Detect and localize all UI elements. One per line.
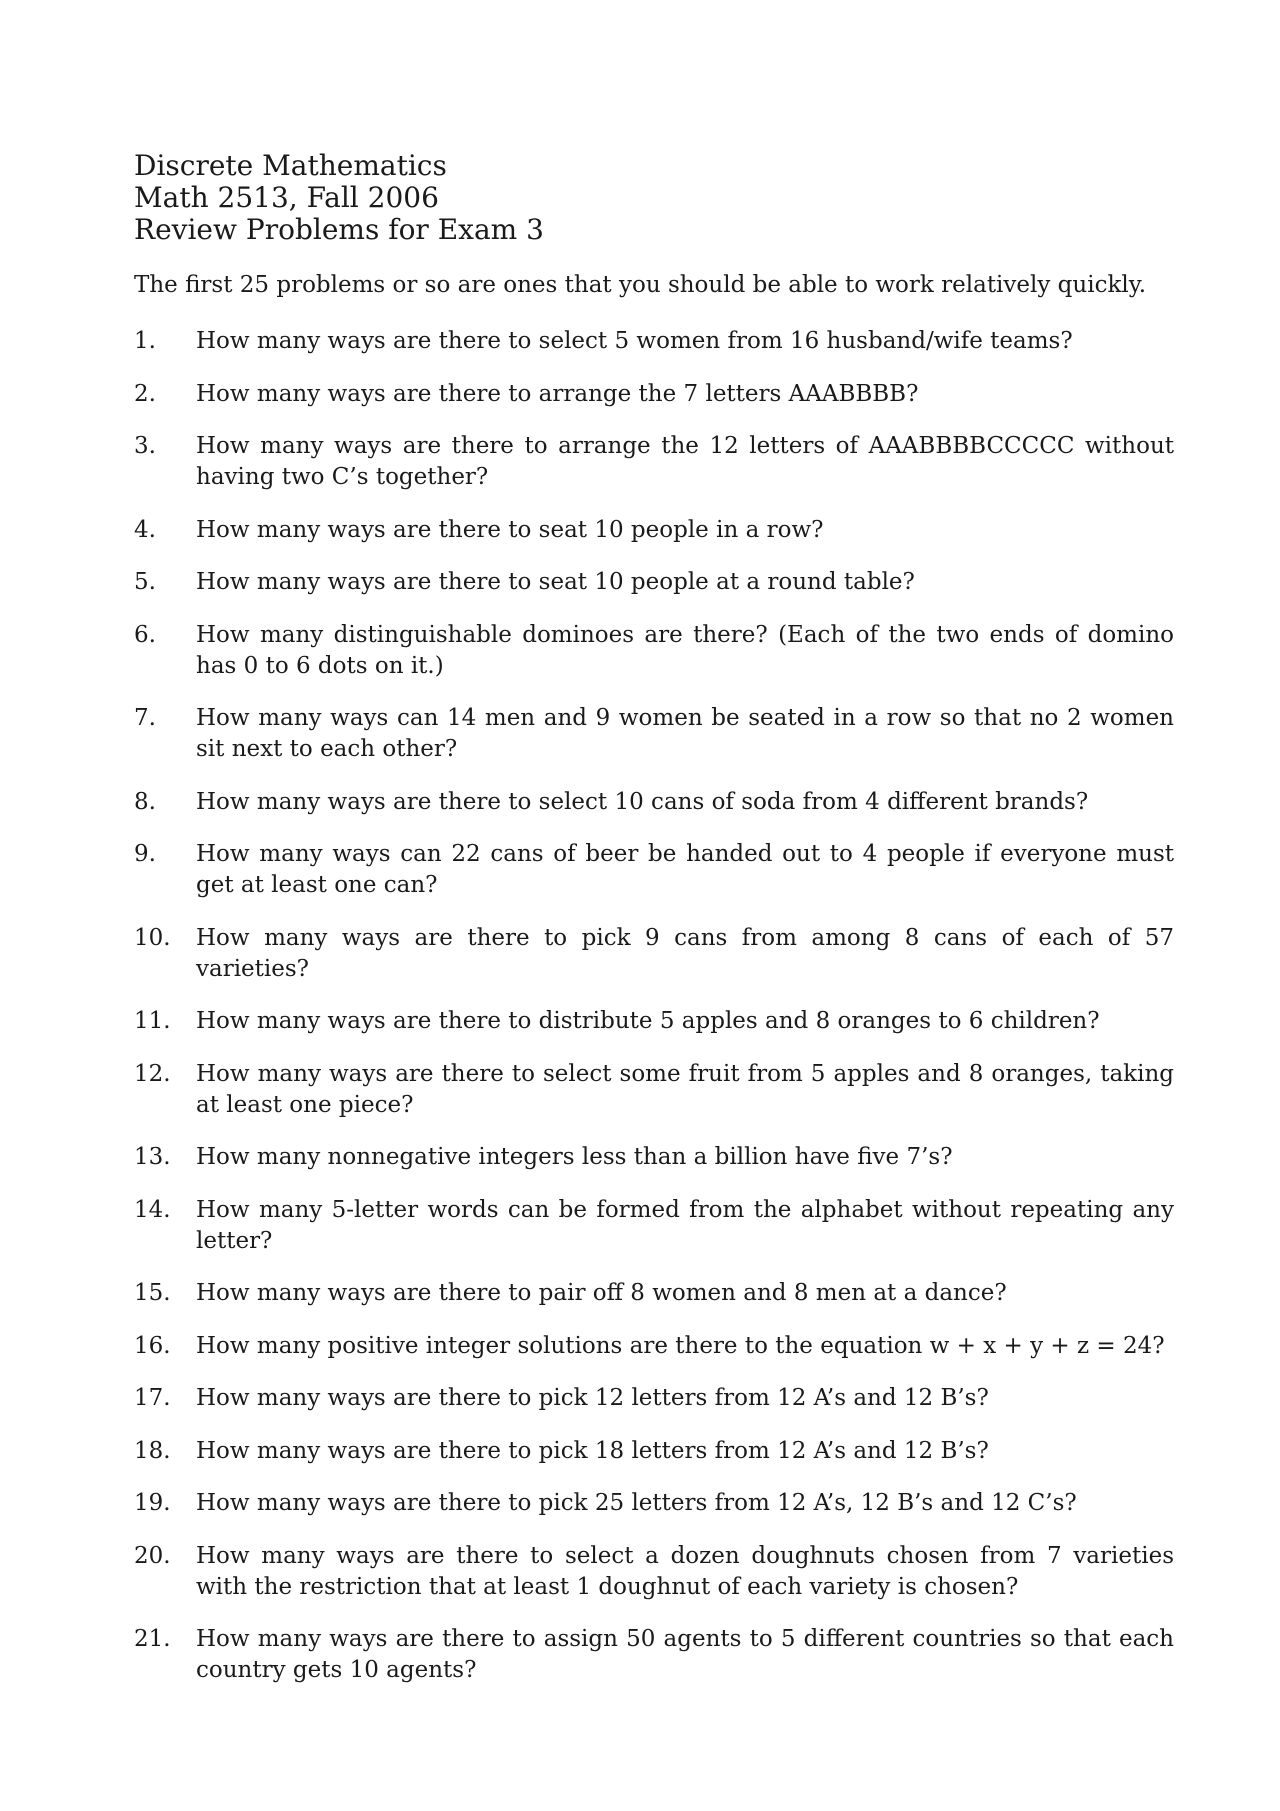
problem-number: 13. (134, 1144, 171, 1170)
problem-text: How many ways are there to pick 9 cans from among 8 cans of each of 57 varieties? (196, 924, 1174, 982)
problem-item (134, 1142, 1174, 1173)
problem-text: How many ways are there to pick 12 letters from 12 A’s and 12 B’s? (196, 1385, 989, 1411)
problem-text: How many ways can 22 cans of beer be handed out to 4 people if everyone must get at least one can? (196, 841, 1174, 898)
problem-number: 10. (134, 924, 171, 951)
problem-number: 17. (134, 1385, 171, 1411)
problem-item (134, 1488, 1174, 1519)
problem-number: 6. (134, 621, 156, 648)
problem-number: 12. (134, 1060, 171, 1087)
problem-number: 1. (134, 328, 156, 354)
intro-paragraph: The first 25 problems or so are ones that you should be able to work relatively quickly. (134, 272, 1146, 298)
problem-text: How many ways are there to seat 10 people at a round table? (196, 569, 915, 595)
problem-item (134, 1006, 1174, 1037)
problem-number: 2. (134, 380, 156, 407)
problem-text: How many ways can 14 men and 9 women be seated in a row so that no 2 women sit next to each other? (196, 705, 1174, 762)
problem-item (134, 567, 1174, 598)
problem-item (134, 1278, 1174, 1309)
problem-text: How many distinguishable dominoes are there? (Each of the two ends of domino has 0 to 6 dots on it.) (196, 621, 1174, 679)
course-title: Discrete Mathematics (134, 149, 447, 182)
problem-item (134, 431, 1174, 493)
problem-number: 4. (134, 516, 156, 543)
problem-item (134, 787, 1174, 818)
problem-text: How many ways are there to pair off 8 women and 8 men at a dance? (196, 1280, 1007, 1306)
problem-text: How many nonnegative integers less than a billion have five 7’s? (196, 1144, 953, 1170)
problem-item (134, 620, 1174, 682)
problem-item (134, 1059, 1174, 1121)
document-header (134, 150, 544, 246)
problem-number: 16. (134, 1332, 171, 1359)
problem-item (134, 1331, 1174, 1362)
problem-number: 3. (134, 433, 156, 459)
problem-item (134, 703, 1174, 765)
problem-number: 5. (134, 569, 156, 595)
problem-item (134, 839, 1174, 901)
problem-text: How many ways are there to select some fruit from 5 apples and 8 oranges, taking at least one piece? (196, 1060, 1174, 1118)
problem-list (134, 326, 1174, 1708)
problem-text: How many ways are there to arrange the 7 letters AAABBBB? (196, 380, 919, 407)
problem-item (134, 1195, 1174, 1257)
problem-item (134, 1541, 1174, 1603)
problem-item (134, 1624, 1174, 1686)
problem-item (134, 1383, 1174, 1414)
course-term: Math 2513, Fall 2006 (134, 181, 439, 214)
problem-item (134, 379, 1174, 410)
problem-number: 11. (134, 1008, 171, 1034)
problem-item (134, 515, 1174, 546)
problem-item (134, 923, 1174, 985)
problem-item (134, 326, 1174, 357)
problem-number: 7. (134, 705, 156, 731)
problem-text: How many ways are there to seat 10 people in a row? (196, 516, 824, 543)
problem-text: How many ways are there to select 10 cans of soda from 4 different brands? (196, 788, 1089, 815)
problem-text: How many ways are there to select a dozen doughnuts chosen from 7 varieties with the restriction that at least 1 doughnut of each variety is chosen? (196, 1542, 1174, 1600)
problem-text: How many ways are there to assign 50 agents to 5 different countries so that each country gets 10 agents? (196, 1626, 1174, 1683)
problem-item (134, 1436, 1174, 1467)
problem-text: How many ways are there to pick 18 letters from 12 A’s and 12 B’s? (196, 1437, 989, 1464)
problem-text: How many ways are there to select 5 women from 16 husband/wife teams? (196, 328, 1073, 354)
problem-text: How many 5-letter words can be formed from the alphabet without repeating any letter? (196, 1196, 1174, 1254)
problem-number: 15. (134, 1280, 171, 1306)
problem-number: 9. (134, 841, 156, 867)
problem-number: 19. (134, 1490, 171, 1516)
problem-number: 8. (134, 788, 156, 815)
problem-number: 14. (134, 1196, 171, 1223)
problem-text: How many positive integer solutions are there to the equation w + x + y + z = 24? (196, 1332, 1165, 1359)
problem-number: 21. (134, 1626, 171, 1652)
problem-number: 20. (134, 1542, 171, 1569)
document-title: Review Problems for Exam 3 (134, 213, 544, 246)
problem-text: How many ways are there to arrange the 12 letters of AAABBBBCCCCC without having two C’s together? (196, 433, 1174, 490)
problem-text: How many ways are there to distribute 5 apples and 8 oranges to 6 children? (196, 1008, 1100, 1034)
problem-text: How many ways are there to pick 25 letters from 12 A’s, 12 B’s and 12 C’s? (196, 1490, 1077, 1516)
problem-number: 18. (134, 1437, 171, 1464)
